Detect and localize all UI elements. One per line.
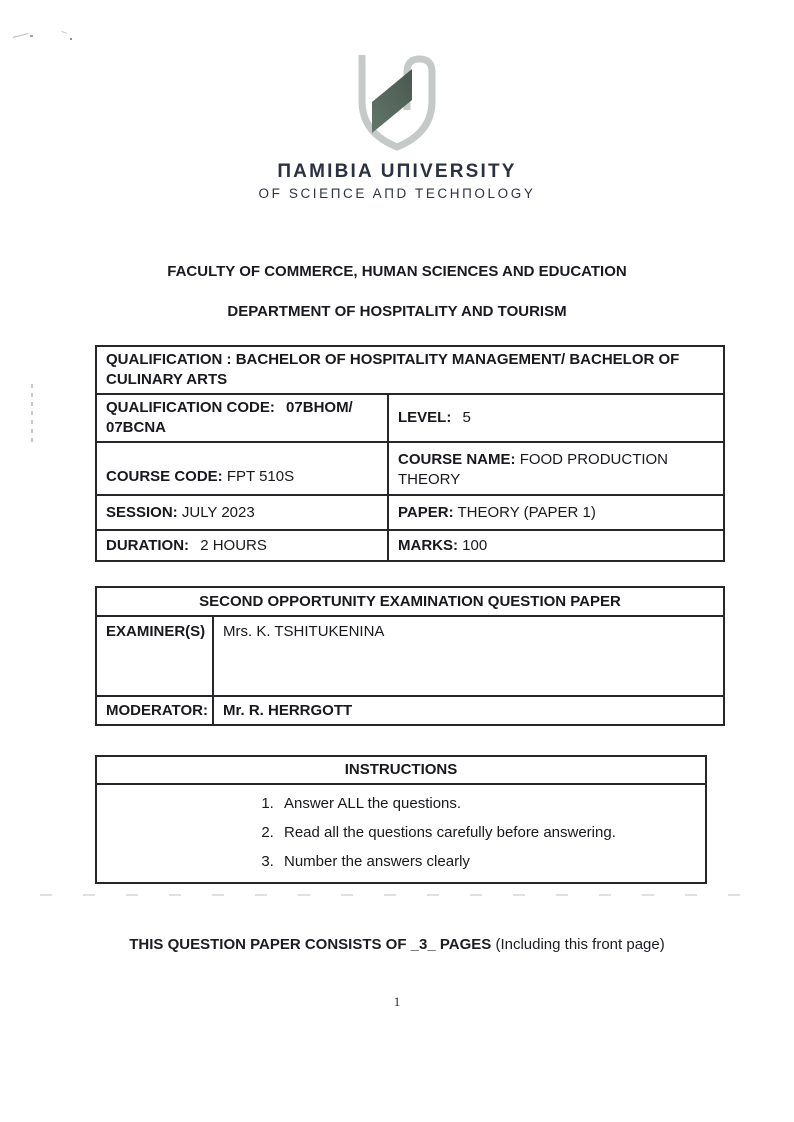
- qualification-code-label: QUALIFICATION CODE:: [106, 399, 275, 416]
- level-label: LEVEL:: [398, 409, 452, 426]
- qualification-code-value: 07BHOM/ 07BCNA: [106, 399, 353, 436]
- instruction-item: 2. Read all the questions carefully before answering.: [278, 821, 696, 845]
- pencil-mark: [30, 35, 33, 37]
- department-heading: DEPARTMENT OF HOSPITALITY AND TOURISM: [227, 303, 567, 320]
- course-code-label: COURSE CODE:: [106, 468, 223, 485]
- instructions-list: [106, 792, 696, 874]
- qualification-text: QUALIFICATION : BACHELOR OF HOSPITALITY MANAGEMENT/ BACHELOR OF CULINARY ARTS: [106, 351, 680, 388]
- paper-label: PAPER:: [398, 503, 454, 521]
- instructions-table: [95, 755, 707, 884]
- pencil-mark: [70, 38, 72, 40]
- paper-value: THEORY (PAPER 1): [457, 503, 596, 521]
- page-count-bold: THIS QUESTION PAPER CONSISTS OF _3_ PAGES: [129, 936, 492, 953]
- pencil-mark: [61, 27, 68, 34]
- instructions-title: INSTRUCTIONS: [96, 756, 706, 784]
- moderator-label: MODERATOR:: [96, 696, 213, 725]
- qualification-code-row: [96, 394, 724, 442]
- page-count-note: (Including this front page): [495, 936, 665, 953]
- page-count-statement: [0, 936, 794, 953]
- course-info-table: [95, 345, 725, 562]
- instructions-title-row: [96, 756, 706, 784]
- university-wordmark: ПAMIBIA UПIVERSITY: [277, 161, 517, 182]
- course-name-label: COURSE NAME:: [398, 451, 516, 468]
- faculty-heading: FACULTY OF COMMERCE, HUMAN SCIENCES AND EDUCATION: [167, 263, 627, 280]
- examiner-label: EXAMINER(S): [96, 616, 213, 696]
- marks-label: MARKS:: [398, 536, 458, 554]
- instruction-item: 3. Number the answers clearly: [278, 850, 696, 874]
- instructions-body-row: [96, 784, 706, 883]
- exam-title: SECOND OPPORTUNITY EXAMINATION QUESTION PAPER: [96, 587, 724, 616]
- qualification-row: [96, 346, 724, 394]
- session-value: JULY 2023: [181, 503, 255, 521]
- examination-table: [95, 586, 725, 726]
- exam-title-row: [96, 587, 724, 616]
- university-wordmark-subtitle: OF SCIEПCE AПD TECHПOLOGY: [258, 186, 536, 201]
- green-band-icon: [372, 69, 412, 133]
- examiner-row: [96, 616, 724, 696]
- pencil-mark: [12, 28, 29, 38]
- page-number: 1: [393, 994, 401, 1009]
- examiner-value: Mrs. K. TSHITUKENINA: [213, 616, 724, 696]
- session-label: SESSION:: [106, 503, 178, 521]
- course-code-row: [96, 442, 724, 495]
- scan-artifact-dashed-line: [40, 894, 754, 896]
- level-value: 5: [462, 409, 471, 426]
- instruction-item: 1. Answer ALL the questions.: [278, 792, 696, 816]
- scan-artifact-vertical-dashes: [31, 384, 33, 444]
- duration-label: DURATION:: [106, 536, 190, 554]
- moderator-row: [96, 696, 724, 725]
- university-logo-icon: [341, 46, 453, 160]
- duration-value: 2 HOURS: [200, 536, 267, 554]
- course-code-value: FPT 510S: [226, 468, 295, 485]
- duration-row: [96, 530, 724, 561]
- course-name-value: FOOD PRODUCTION THEORY: [398, 451, 669, 488]
- moderator-value: Mr. R. HERRGOTT: [213, 696, 724, 725]
- session-row: [96, 495, 724, 530]
- marks-value: 100: [462, 536, 488, 554]
